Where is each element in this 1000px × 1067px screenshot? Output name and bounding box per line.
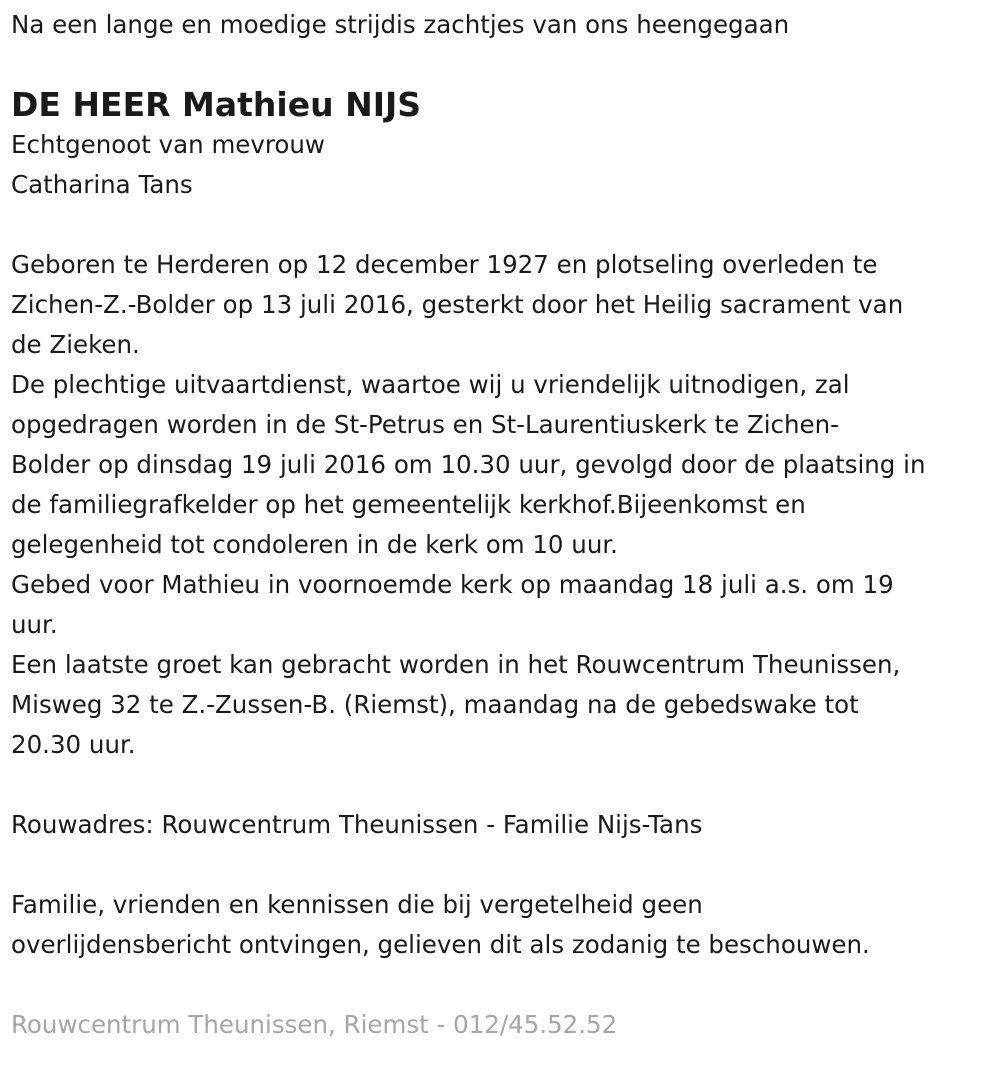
body-line: Geboren te Herderen op 12 december 1927 en plotseling overleden te xyxy=(11,250,878,279)
body-line: uur. xyxy=(11,610,58,639)
obituary-notice xyxy=(11,0,996,1045)
body-line: de familiegrafkelder op het gemeentelijk kerkhof.Bijeenkomst en xyxy=(11,490,806,519)
spouse-line: Echtgenoot van mevrouw xyxy=(11,130,325,159)
body-line: Misweg 32 te Z.-Zussen-B. (Riemst), maandag na de gebedswake tot xyxy=(11,690,859,719)
closing-line: overlijdensbericht ontvingen, gelieven dit als zodanig te beschouwen. xyxy=(11,930,870,959)
notice-body xyxy=(11,245,996,765)
body-line: Bolder op dinsdag 19 juli 2016 om 10.30 uur, gevolgd door de plaatsing in xyxy=(11,450,926,479)
spouse-name: Catharina Tans xyxy=(11,170,193,199)
body-line: gelegenheid tot condoleren in de kerk om 10 uur. xyxy=(11,530,618,559)
spacer xyxy=(11,845,996,885)
body-line: Zichen-Z.-Bolder op 13 juli 2016, gesterkt door het Heilig sacrament van xyxy=(11,290,904,319)
spacer xyxy=(11,765,996,805)
spacer xyxy=(11,205,996,245)
deceased-name: DE HEER Mathieu NIJS xyxy=(11,85,422,124)
intro-text: Na een lange en moedige strijdis zachtjes van ons heengegaan xyxy=(11,10,790,39)
body-line: opgedragen worden in de St-Petrus en St-Laurentiuskerk te Zichen- xyxy=(11,410,839,439)
body-line: de Zieken. xyxy=(11,330,140,359)
body-line: Gebed voor Mathieu in voornoemde kerk op maandag 18 juli a.s. om 19 xyxy=(11,570,894,599)
closing-line: Familie, vrienden en kennissen die bij vergetelheid geen xyxy=(11,890,703,919)
body-line: Een laatste groet kan gebracht worden in het Rouwcentrum Theunissen, xyxy=(11,650,901,679)
mourning-address: Rouwadres: Rouwcentrum Theunissen - Familie Nijs-Tans xyxy=(11,810,703,839)
body-line: 20.30 uur. xyxy=(11,730,136,759)
body-line: De plechtige uitvaartdienst, waartoe wij u vriendelijk uitnodigen, zal xyxy=(11,370,850,399)
funeral-home-footer: Rouwcentrum Theunissen, Riemst - 012/45.52.52 xyxy=(11,1010,618,1039)
spacer xyxy=(11,965,996,1005)
